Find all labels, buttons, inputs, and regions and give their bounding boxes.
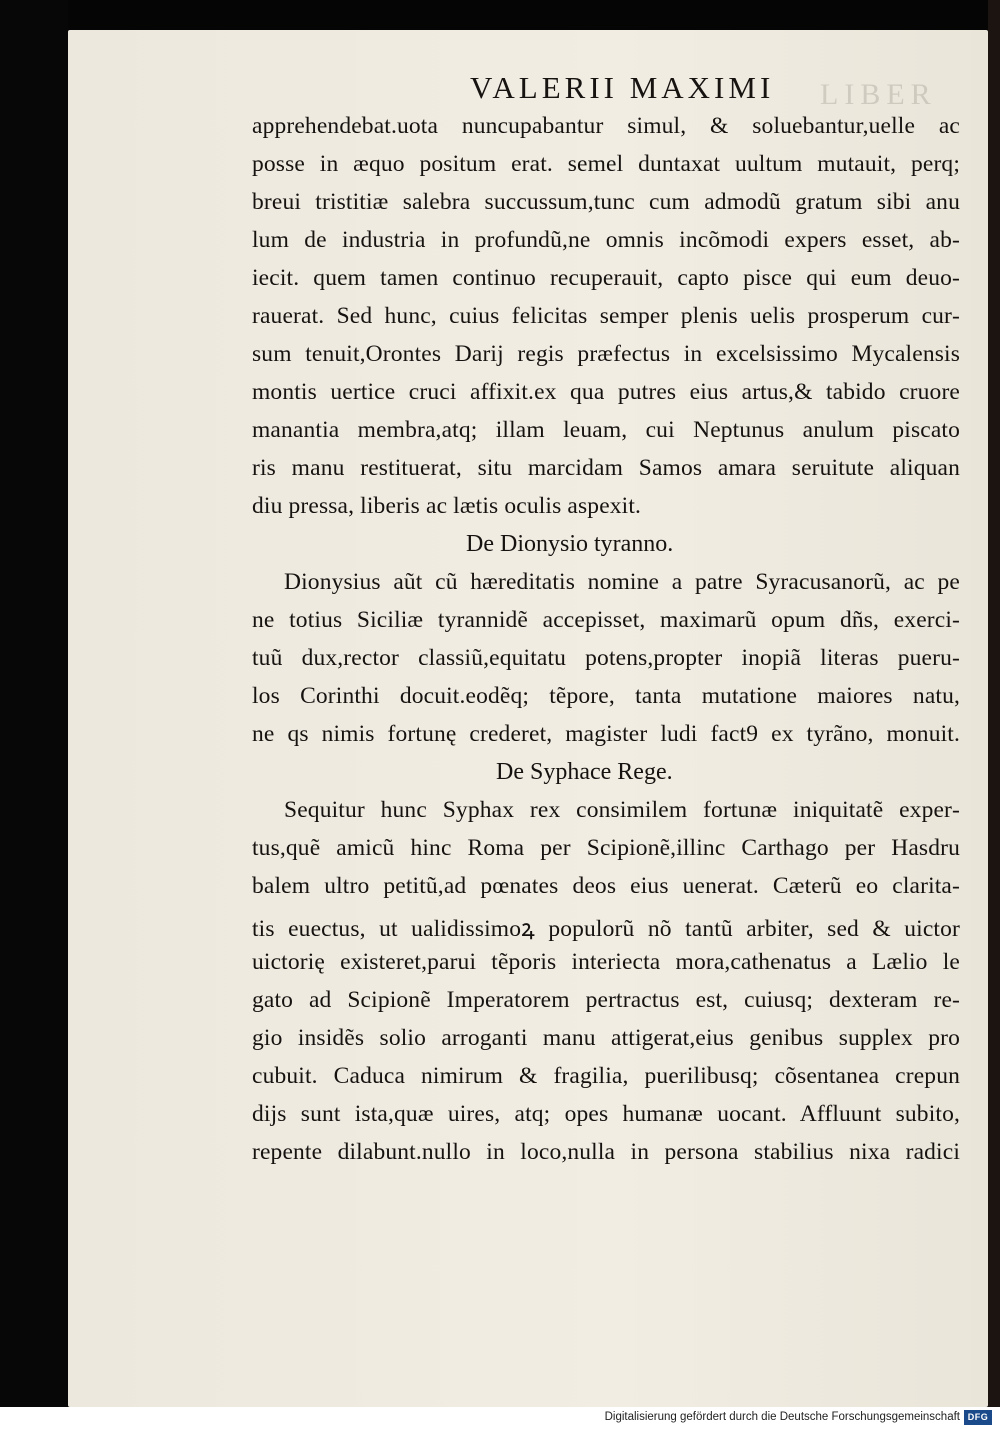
text-line: montis uertice cruci affixit.ex qua putres eius artus,& tabido cruore [252,379,960,405]
text-line: iecit. quem tamen continuo recuperauit, capto pisce qui eum deuo‑ [252,265,960,291]
text-line: ris manu restituerat, situ marcidam Samos amara seruitute aliquan [252,455,960,481]
text-line: dijs sunt ista,quæ uires, atq; opes humanæ uocant. Affluunt subito, [252,1101,960,1127]
text-line: ne totius Siciliæ tyrannidẽ accepisset, maximarũ opum dñs, exerci‑ [252,607,960,633]
text-line: apprehendebat.uota nuncupabantur simul, & soluebantur,uelle ac [252,113,960,139]
running-head: VALERII MAXIMI [470,70,775,105]
text-line: manantia membra,atq; illam leuam, cui Neptunus anulum piscato [252,417,960,443]
text-line: tus,quẽ amicũ hinc Roma per Scipionẽ,illinc Carthago per Hasdru [252,835,960,861]
bleed-through-text: LIBER [820,78,937,111]
text-line: gato ad Scipionẽ Imperatorem pertractus est, cuiusq; dexteram re‑ [252,987,960,1013]
text-line: Dionysius aũt cũ hæreditatis nomine a patre Syracusanorũ, ac pe [284,569,960,595]
dark-margin-left [0,0,68,1407]
text-line: gio insidẽs solio arroganti manu attigerat,eius genibus supplex pro [252,1025,960,1051]
text-line: lum de industria in profundũ,ne omnis incõmodi expers esset, ab‑ [252,227,960,253]
text-line: breui tristitiæ salebra succussum,tunc cum admodũ gratum sibi anu [252,189,960,215]
text-line: balem ultro petitũ,ad pœnates deos eius uenerat. Cæterũ eo clarita‑ [252,873,960,899]
text-line: posse in æquo positum erat. semel duntaxat uultum mutauit, perq; [252,151,960,177]
text-line: rauerat. Sed hunc, cuius felicitas semper plenis uelis prosperum cur‑ [252,303,960,329]
text-line: tis euectus, ut ualidissimoꝝ populorũ nõ tantũ arbiter, sed & uictor [252,916,960,942]
text-line: tuũ dux,rector classiũ,equitatu potens,propter inopiã literas pueru‑ [252,645,960,671]
text-line: ne qs nimis fortunę crederet, magister ludi fact9 ex tyrãno, monuit. [252,721,960,747]
text-line: Sequitur hunc Syphax rex consimilem fortunæ iniquitatẽ exper‑ [284,797,960,823]
section-heading: De Dionysio tyranno. [466,531,674,557]
dfg-logo-icon: DFG [964,1410,992,1425]
funding-notice: Digitalisierung gefördert durch die Deutsche Forschungsgemeinschaft [604,1411,960,1423]
text-line: los Corinthi docuit.eodẽq; tẽpore, tanta mutatione maiores natu, [252,683,960,709]
section-heading: De Syphace Rege. [496,759,673,785]
text-line: uictorię existeret,parui tẽporis interiecta mora,cathenatus a Lælio le [252,949,960,975]
text-line: sum tenuit,Orontes Darij regis præfectus in excelsissimo Mycalensis [252,341,960,367]
text-line: cubuit. Caduca nimirum & fragilia, puerilibusq; cõsentanea crepun [252,1063,960,1089]
book-edge-right [988,0,1000,1407]
text-line: repente dilabunt.nullo in loco,nulla in persona stabilius nixa radici [252,1139,960,1165]
text-line: diu pressa, liberis ac lætis oculis aspexit. [252,493,642,519]
